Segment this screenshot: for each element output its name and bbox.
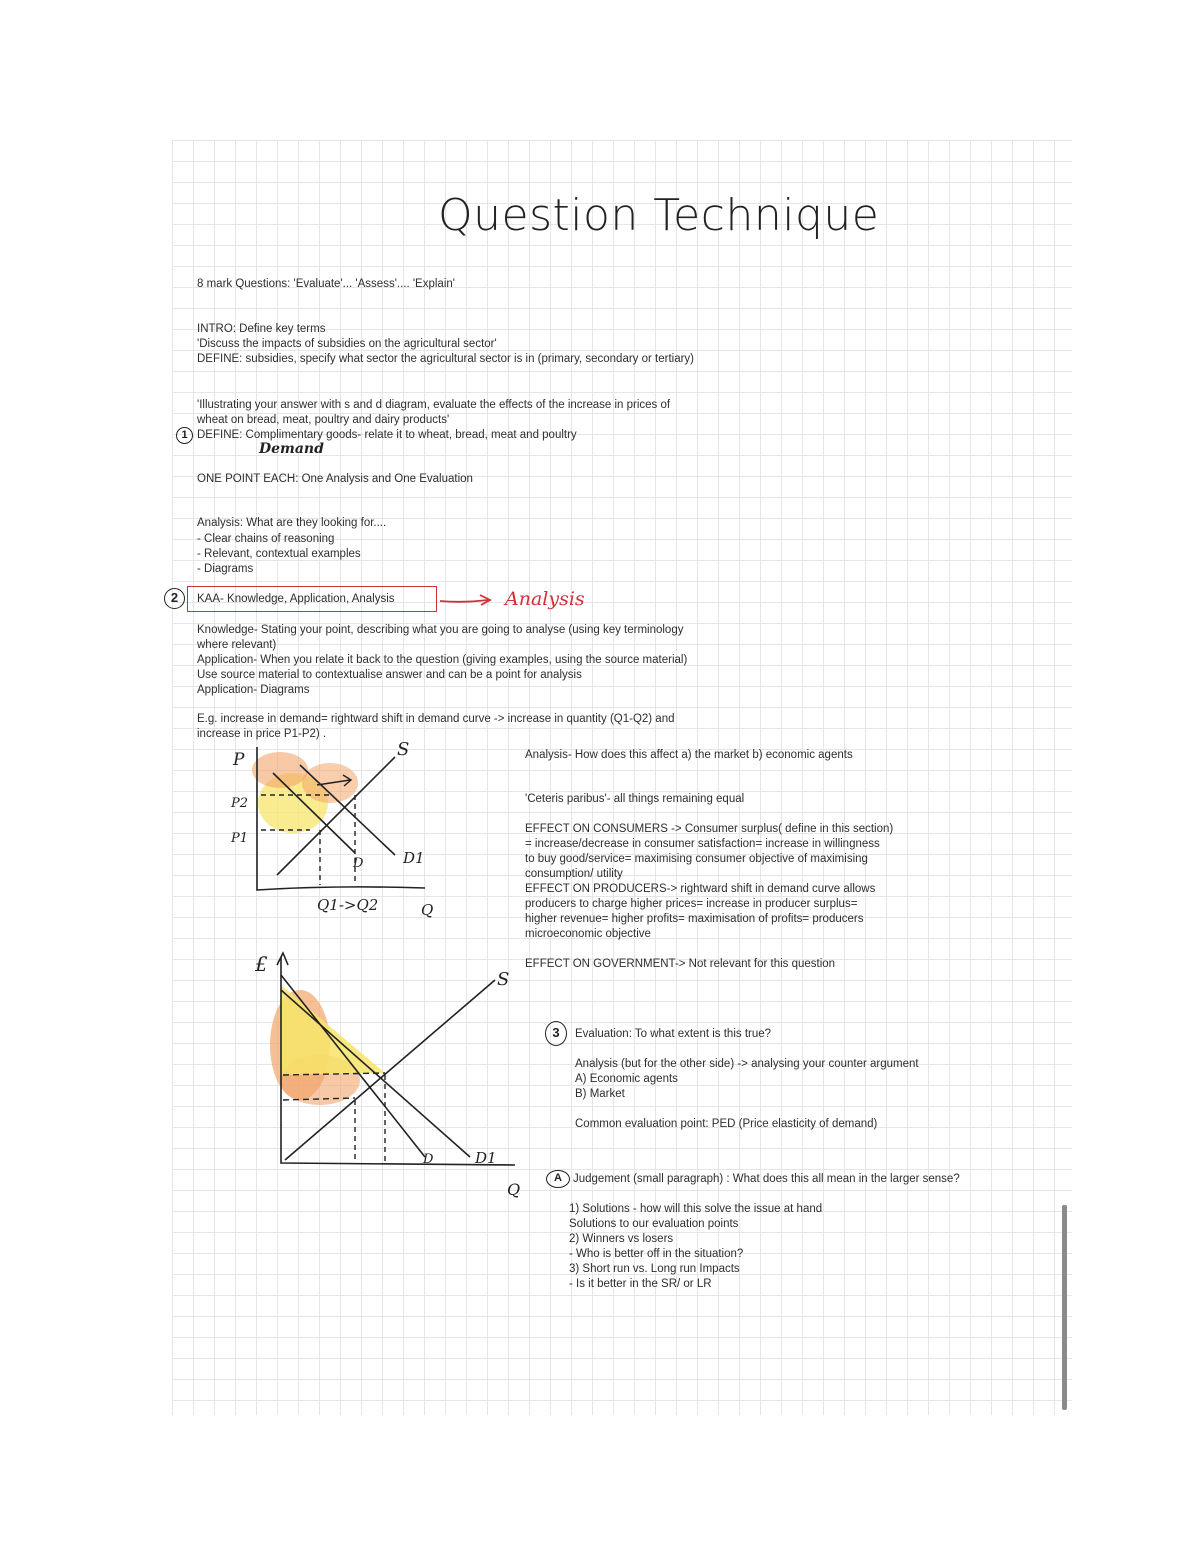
line-economic-agents: A) Economic agents: [575, 1073, 678, 1085]
line-eg-increase-demand: E.g. increase in demand= rightward shift in demand curve -> increase in quantity (Q1-Q2) and: [197, 713, 675, 725]
y-axis-arrow: [277, 953, 288, 965]
line-who-better-off: - Who is better off in the situation?: [569, 1248, 744, 1260]
line-application-diagrams: Application- Diagrams: [197, 684, 310, 696]
line-effect-producers: EFFECT ON PRODUCERS-> rightward shift in demand curve allows: [525, 883, 876, 895]
line-evaluation: Evaluation: To what extent is this true?: [575, 1028, 772, 1040]
line-illustrating-quote-2: wheat on bread, meat, poultry and dairy products': [197, 414, 450, 426]
label-d: D: [353, 856, 364, 871]
line-microeconomic-objective: microeconomic objective: [525, 928, 651, 940]
line-common-evaluation: Common evaluation point: PED (Price elasticity of demand): [575, 1118, 878, 1130]
circled-number-3: 3: [545, 1021, 567, 1046]
surplus-shade-orange-top: [252, 752, 308, 788]
line-short-long-run: 3) Short run vs. Long run Impacts: [569, 1263, 740, 1275]
line-ceteris-paribus: 'Ceteris paribus'- all things remaining equal: [525, 793, 745, 805]
label-q: Q: [421, 901, 434, 919]
line-application: Application- When you relate it back to the question (giving examples, using the source material): [197, 654, 688, 666]
line-diagrams: - Diagrams: [197, 563, 254, 575]
label-s: S: [497, 969, 510, 990]
line-8-mark-questions: 8 mark Questions: 'Evaluate'... 'Assess'.... 'Explain': [197, 278, 455, 290]
label-p: P: [233, 750, 245, 770]
scrollbar[interactable]: [1062, 1205, 1067, 1410]
line-knowledge: Knowledge- Stating your point, describing what you are going to analyse (using key terminology: [197, 624, 684, 636]
line-sr-or-lr: - Is it better in the SR/ or LR: [569, 1278, 712, 1290]
circled-number-1: 1: [176, 427, 193, 444]
line-higher-revenue: higher revenue= higher profits= maximisation of profits= producers: [525, 913, 864, 925]
line-effect-consumers: EFFECT ON CONSUMERS -> Consumer surplus( define in this section): [525, 823, 894, 835]
line-use-source: Use source material to contextualise answer and can be a point for analysis: [197, 669, 582, 681]
line-market: B) Market: [575, 1088, 625, 1100]
label-pound: £: [255, 952, 268, 976]
line-buy-good: to buy good/service= maximising consumer objective of maximising: [525, 853, 868, 865]
line-kaa: KAA- Knowledge, Application, Analysis: [197, 593, 395, 605]
line-increase-price: increase in price P1-P2) .: [197, 728, 327, 740]
line-intro: INTRO: Define key terms: [197, 323, 326, 335]
label-q-shift: Q1->Q2: [317, 896, 379, 914]
line-winners-losers: 2) Winners vs losers: [569, 1233, 674, 1245]
line-solutions-evaluation: Solutions to our evaluation points: [569, 1218, 739, 1230]
label-d1: D1: [475, 1149, 497, 1167]
label-q: Q: [507, 1180, 521, 1199]
supply-demand-diagram-1: [225, 735, 465, 925]
line-where-relevant: where relevant): [197, 639, 277, 651]
line-one-point-each: ONE POINT EACH: One Analysis and One Evaluation: [197, 473, 473, 485]
line-discuss-quote: 'Discuss the impacts of subsidies on the agricultural sector': [197, 338, 497, 350]
label-p1: P1: [231, 831, 249, 846]
line-effect-government: EFFECT ON GOVERNMENT-> Not relevant for this question: [525, 958, 836, 970]
line-analysis-how: Analysis- How does this affect a) the market b) economic agents: [525, 749, 853, 761]
handwritten-analysis: Analysis: [505, 588, 585, 610]
line-illustrating-quote: 'Illustrating your answer with s and d diagram, evaluate the effects of the increase in prices of: [197, 399, 671, 411]
line-producers-charge: producers to charge higher prices= increase in producer surplus=: [525, 898, 858, 910]
supply-demand-diagram-2: [245, 945, 535, 1200]
handwritten-demand: Demand: [259, 441, 324, 457]
line-analysis-other-side: Analysis (but for the other side) -> analysing your counter argument: [575, 1058, 919, 1070]
line-relevant-examples: - Relevant, contextual examples: [197, 548, 361, 560]
circled-letter-a: A: [546, 1170, 570, 1188]
line-consumption-utility: consumption/ utility: [525, 868, 623, 880]
label-p2: P2: [231, 796, 249, 811]
line-solutions: 1) Solutions - how will this solve the issue at hand: [569, 1203, 823, 1215]
line-judgement: Judgement (small paragraph) : What does this all mean in the larger sense?: [573, 1173, 960, 1185]
line-define-complimentary: DEFINE: Complimentary goods- relate it to wheat, bread, meat and poultry: [197, 429, 577, 441]
consumer-surplus-shade: [281, 985, 385, 1075]
page-title: Question Technique: [438, 190, 880, 241]
label-d: D: [423, 1152, 434, 1167]
line-consumer-satisfaction: = increase/decrease in consumer satisfaction= increase in willingness: [525, 838, 880, 850]
label-s: S: [397, 739, 410, 760]
line-analysis-looking-for: Analysis: What are they looking for....: [197, 517, 387, 529]
line-define-subsidies: DEFINE: subsidies, specify what sector the agricultural sector is in (primary, secondary or tertiary): [197, 353, 695, 365]
arrow-right-icon: [438, 593, 498, 609]
circled-number-2: 2: [164, 588, 185, 609]
label-d1: D1: [403, 849, 425, 867]
line-clear-chains: - Clear chains of reasoning: [197, 533, 335, 545]
